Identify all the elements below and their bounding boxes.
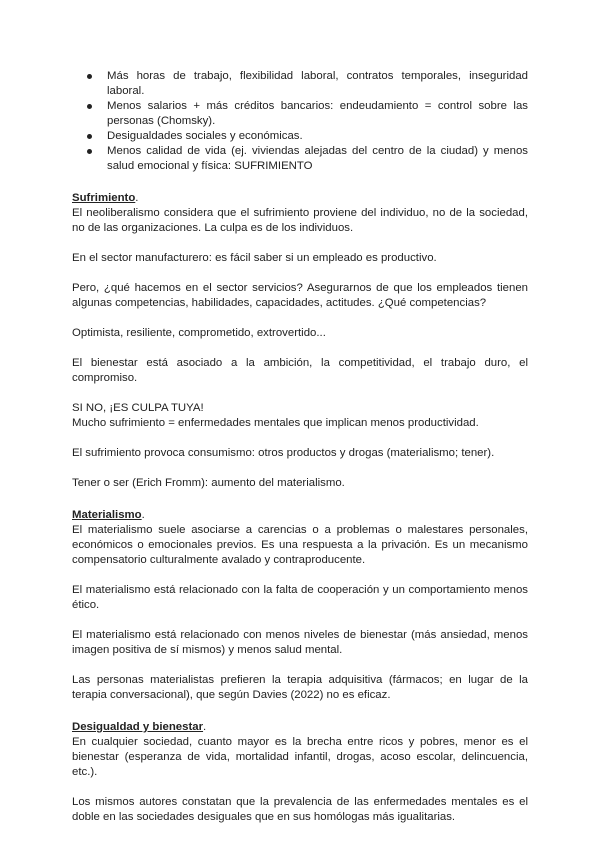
paragraph: Los mismos autores constatan que la prevalencia de las enfermedades mentales es el doble en las sociedades desiguales que en sus homólogas más igualitarias. [72,796,528,823]
list-item: Menos calidad de vida (ej. viviendas alejadas del centro de la ciudad) y menos salud emocional y física: SUFRIMIENTO [72,144,528,174]
paragraph: Las personas materialistas prefieren la terapia adquisitiva (fármacos; en lugar de la terapia conversacional), que según Davies (2022) no es eficaz. [72,674,528,701]
paragraph: El materialismo suele asociarse a carencias o a problemas o malestares personales, económicos o emocionales previos. Es una respuesta a la privación. Es un mecanismo compensatorio culturalmente avalado y contraproducente. [72,524,528,566]
paragraph: Tener o ser (Erich Fromm): aumento del materialismo. [72,477,345,489]
paragraph: Optimista, resiliente, comprometido, extrovertido... [72,327,326,339]
paragraph: Pero, ¿qué hacemos en el sector servicios? Asegurarnos de que los empleados tienen algunas competencias, habilidades, capacidades, actitudes. ¿Qué competencias? [72,282,528,309]
paragraph: Mucho sufrimiento = enfermedades mentales que implican menos productividad. [72,417,479,429]
bullet-icon [87,149,92,154]
section-materialismo [72,523,528,703]
section-desigualdad [72,735,528,825]
document-page [72,69,528,825]
paragraph: El neoliberalismo considera que el sufrimiento proviene del individuo, no de la sociedad, no de las organizaciones. La culpa es de los individuos. [72,207,528,234]
list-item: Más horas de trabajo, flexibilidad laboral, contratos temporales, inseguridad laboral. [72,69,528,99]
paragraph: El materialismo está relacionado con menos niveles de bienestar (más ansiedad, menos imagen positiva de sí mismos) y menos salud mental. [72,629,528,656]
section-sufrimiento [72,206,528,491]
bullet-icon [87,74,92,79]
section-heading-materialismo: Materialismo. [72,509,145,521]
paragraph: En cualquier sociedad, cuanto mayor es la brecha entre ricos y pobres, menor es el bienestar (esperanza de vida, mortalidad infantil, drogas, acoso escolar, delincuencia, etc.). [72,736,528,778]
section-heading-desigualdad: Desigualdad y bienestar. [72,721,207,733]
paragraph: El sufrimiento provoca consumismo: otros productos y drogas (materialismo; tener). [72,447,495,459]
bullet-icon [87,134,92,139]
section-heading-sufrimiento: Sufrimiento. [72,192,139,204]
bullet-icon [87,104,92,109]
list-item: Menos salarios + más créditos bancarios: endeudamiento = control sobre las personas (Chomsky). [72,99,528,129]
paragraph: El bienestar está asociado a la ambición, la competitividad, el trabajo duro, el compromiso. [72,357,528,384]
paragraph: SI NO, ¡ES CULPA TUYA! [72,402,204,414]
paragraph: El materialismo está relacionado con la falta de cooperación y un comportamiento menos ético. [72,584,528,611]
paragraph-group [72,401,528,431]
list-item: Desigualdades sociales y económicas. [72,129,528,144]
paragraph: En el sector manufacturero: es fácil saber si un empleado es productivo. [72,252,437,264]
bullet-list [72,69,528,174]
